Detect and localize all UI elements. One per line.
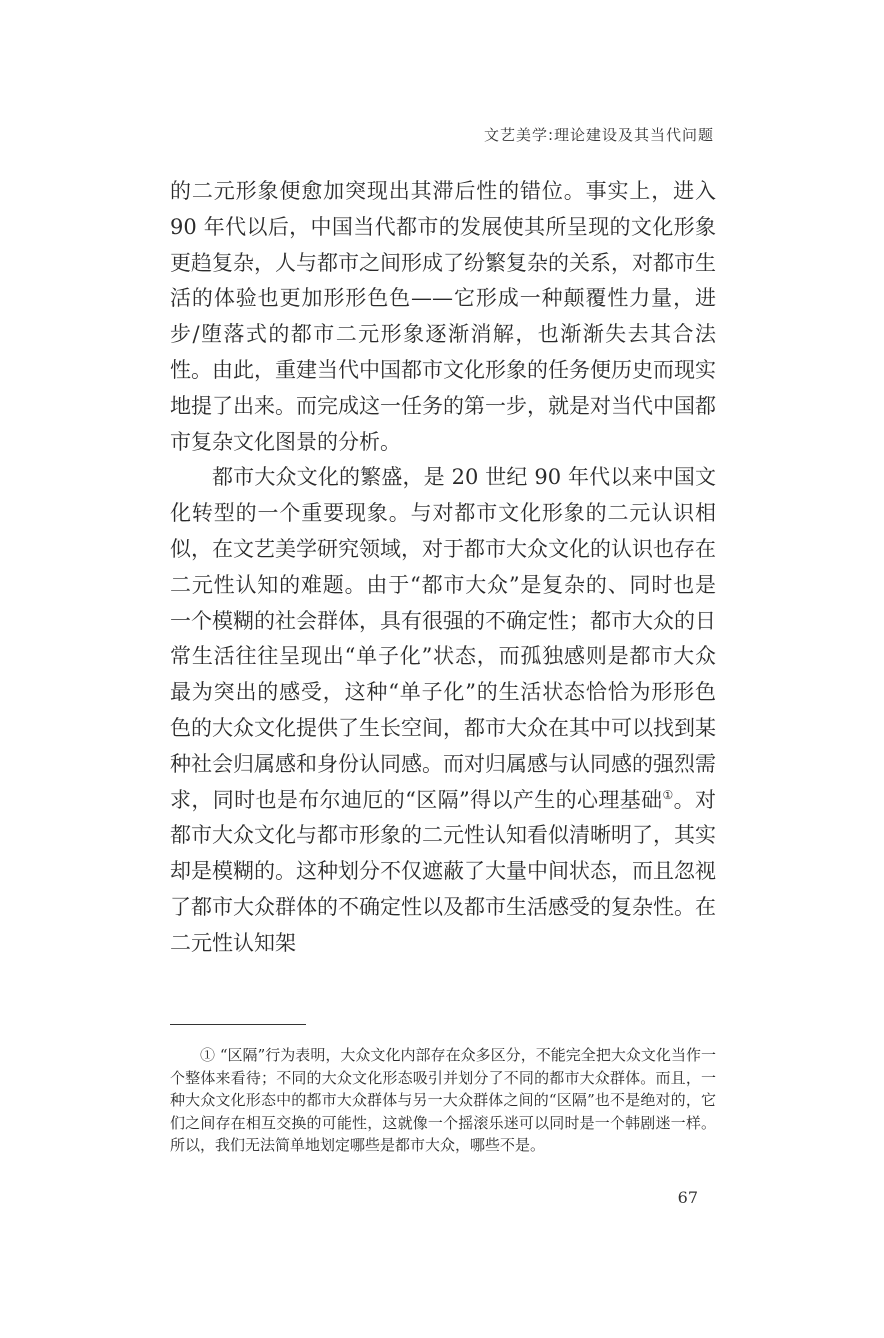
body-text [170,174,716,962]
footnote-reference[interactable]: ① [662,787,674,802]
footnote [170,1044,716,1157]
paragraph-2-text: 都市大众文化的繁盛，是 20 世纪 90 年代以来中国文化转型的一个重要现象。与对都市文化形象的二元认识相似，在文艺美学研究领域，对于都市大众文化的认识也存在二元性认知的难题。由于“都市大众”是复杂的、同时也是一个模糊的社会群体，具有很强的不确定性；都市大众的日常生活往往呈现出“单子化”状态，而孤独感则是都市大众最为突出的感受，这种“单子化”的生活状态恰恰为形形色色的大众文化提供了生长空间，都市大众在其中可以找到某种社会归属感和身份认同感。而对归属感与认同感的强烈需求，同时也是布尔迪厄的“区隔”得以产生的心理基础 [170,465,716,812]
paragraph-1: 的二元形象便愈加突现出其滞后性的错位。事实上，进入 90 年代以后，中国当代都市的发展使其所呈现的文化形象更趋复杂，人与都市之间形成了纷繁复杂的关系，对都市生活的体验也更加形形色色——它形成一种颠覆性力量，进步/堕落式的都市二元形象逐渐消解，也渐渐失去其合法性。由此，重建当代中国都市文化形象的任务便历史而现实地提了出来。而完成这一任务的第一步，就是对当代中国都市复杂文化图景的分析。 [170,179,716,454]
footnote-divider [170,1024,306,1025]
running-header: 文艺美学:理论建设及其当代问题 [483,126,714,144]
footnote-marker: ① [200,1046,216,1064]
page-number: 67 [677,1188,698,1207]
footnote-text: “区隔”行为表明，大众文化内部存在众多区分，不能完全把大众文化当作一个整体来看待；不同的大众文化形态吸引并划分了不同的都市大众群体。而且，一种大众文化形态中的都市大众群体与另一大众群体之间的“区隔”也不是绝对的，它们之间存在相互交换的可能性，这就像一个摇滚乐迷可以同时是一个韩剧迷一样。所以，我们无法简单地划定哪些是都市大众，哪些不是。 [170,1046,716,1154]
paragraph-2-text-continued: 。对都市大众文化与都市形象的二元性认知看似清晰明了，其实却是模糊的。这种划分不仅遮蔽了大量中间状态，而且忽视了都市大众群体的不确定性以及都市生活感受的复杂性。在二元性认知架 [170,787,716,955]
paragraph-2 [170,460,716,961]
